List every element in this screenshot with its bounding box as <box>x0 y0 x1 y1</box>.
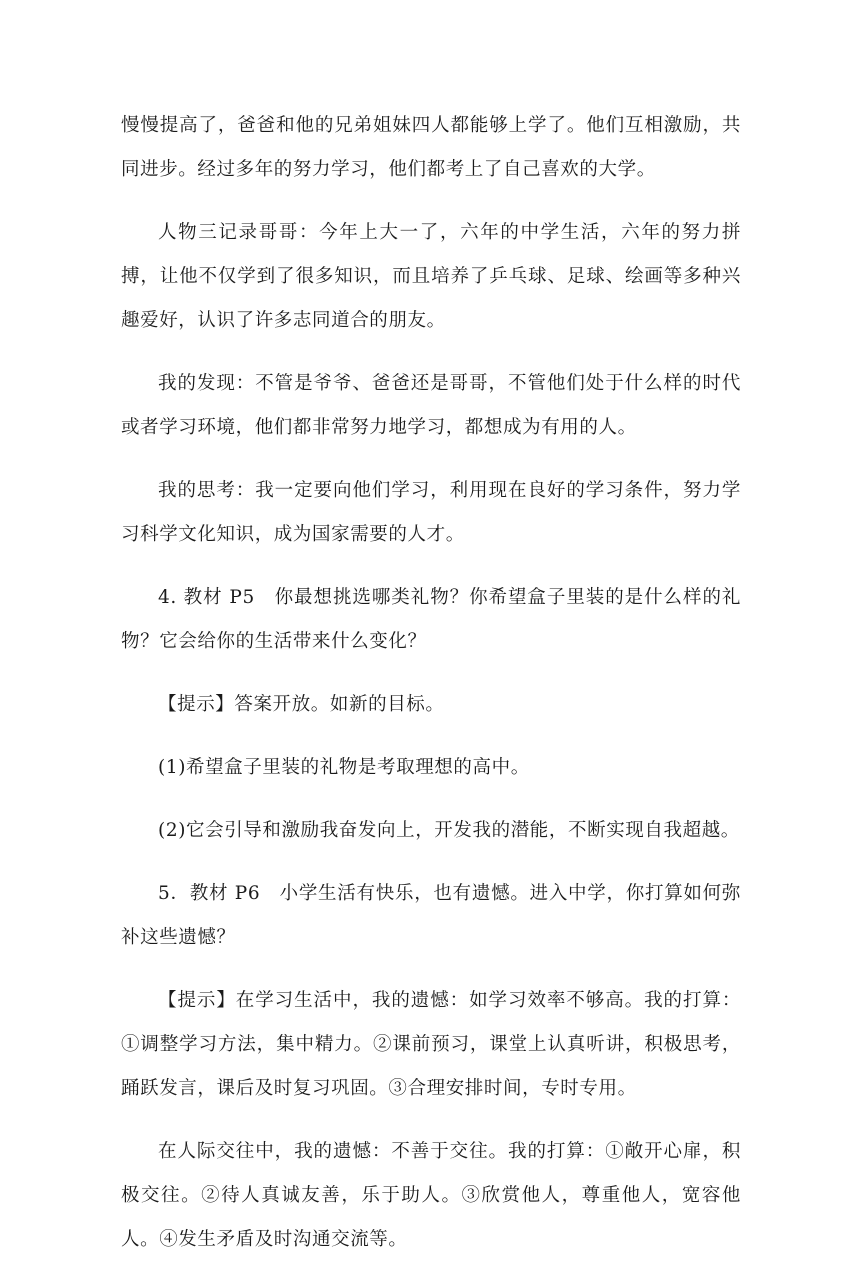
hint-5-study: 【提示】在学习生活中，我的遗憾：如学习效率不够高。我的打算：①调整学习方法，集中精力。②课前预习，课堂上认真听讲，积极思考，踊跃发言，课后及时复习巩固。③合理安排时间，专时专用。 <box>121 990 741 1099</box>
question-5: 5．教材 P6 小学生活有快乐，也有遗憾。进入中学，你打算如何弥补这些遗憾？ <box>121 883 741 948</box>
hint-4: 【提示】答案开放。如新的目标。 <box>158 694 445 715</box>
question-4: 4. 教材 P5 你最想挑选哪类礼物？你希望盒子里装的是什么样的礼物？它会给你的生活带来什么变化？ <box>121 587 741 652</box>
document-body <box>121 104 741 1281</box>
paragraph-continuation: 慢慢提高了，爸爸和他的兄弟姐妹四人都能够上学了。他们互相激励，共同进步。经过多年的努力学习，他们都考上了自己喜欢的大学。 <box>121 115 741 180</box>
hint-5-social: 在人际交往中，我的遗憾：不善于交往。我的打算：①敞开心扉，积极交往。②待人真诚友善，乐于助人。③欣赏他人，尊重他人，宽容他人。④发生矛盾及时沟通交流等。 <box>121 1141 741 1250</box>
paragraph-person-three: 人物三记录哥哥：今年上大一了，六年的中学生活，六年的努力拼搏，让他不仅学到了很多知识，而且培养了乒乓球、足球、绘画等多种兴趣爱好，认识了许多志同道合的朋友。 <box>121 222 741 331</box>
answer-4-item-1: (1)希望盒子里装的礼物是考取理想的高中。 <box>158 757 530 778</box>
paragraph-my-discovery: 我的发现：不管是爷爷、爸爸还是哥哥，不管他们处于什么样的时代或者学习环境，他们都非常努力地学习，都想成为有用的人。 <box>121 373 741 438</box>
paragraph-my-thinking: 我的思考：我一定要向他们学习，利用现在良好的学习条件，努力学习科学文化知识，成为国家需要的人才。 <box>121 480 741 545</box>
answer-4-item-2: (2)它会引导和激励我奋发向上，开发我的潜能，不断实现自我超越。 <box>158 820 740 841</box>
